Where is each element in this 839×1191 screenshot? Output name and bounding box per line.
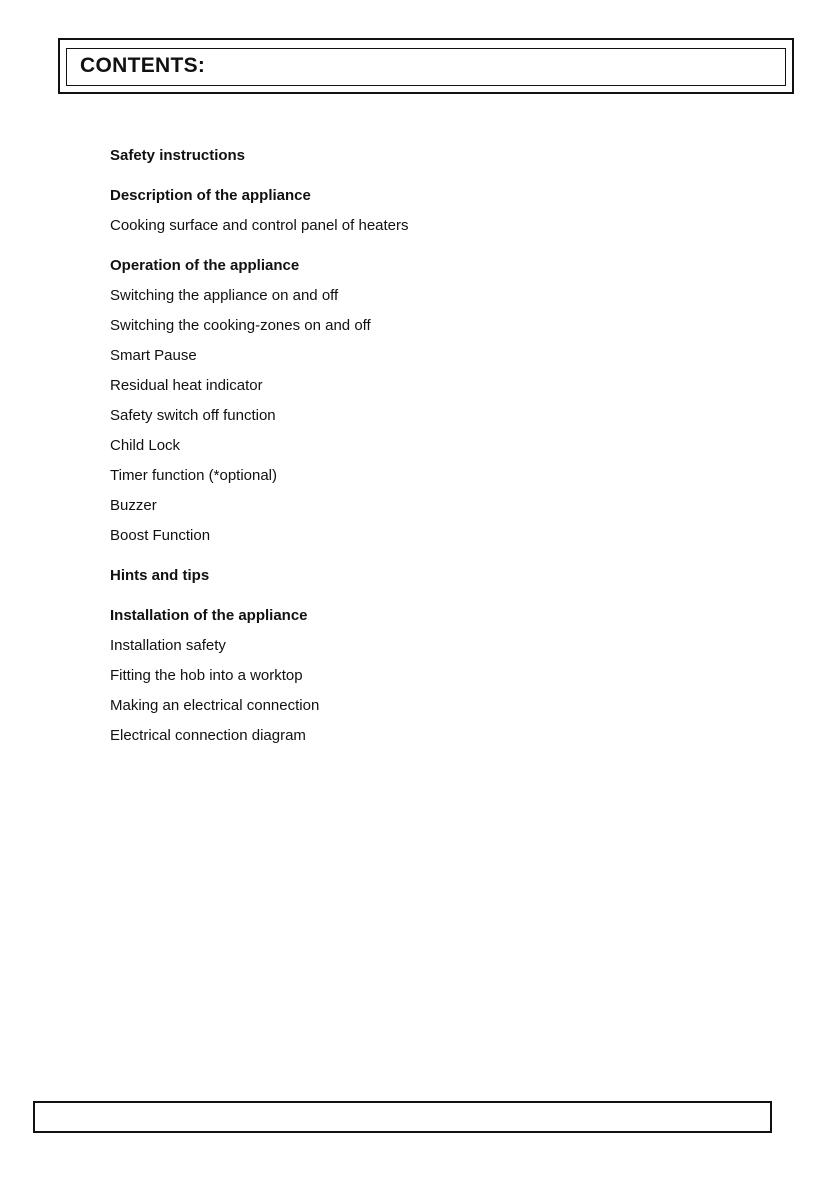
toc-heading[interactable]: Installation of the appliance — [110, 607, 308, 624]
toc-heading[interactable]: Description of the appliance — [110, 187, 311, 204]
toc-item[interactable]: Fitting the hob into a worktop — [110, 667, 303, 684]
toc-item[interactable]: Switching the appliance on and off — [110, 287, 339, 304]
toc-item[interactable]: Electrical connection diagram — [110, 727, 306, 744]
toc-section-operation — [110, 255, 710, 547]
toc-item[interactable]: Cooking surface and control panel of heaters — [110, 217, 409, 234]
toc-item[interactable]: Switching the cooking-zones on and off — [110, 317, 371, 334]
toc-item[interactable]: Child Lock — [110, 437, 181, 454]
toc-item[interactable]: Installation safety — [110, 637, 226, 654]
toc-item[interactable]: Boost Function — [110, 527, 211, 544]
toc-item[interactable]: Residual heat indicator — [110, 377, 263, 394]
toc-item[interactable]: Making an electrical connection — [110, 697, 320, 714]
toc-section-description — [110, 185, 710, 237]
toc-item[interactable]: Smart Pause — [110, 347, 197, 364]
toc-heading[interactable]: Hints and tips — [110, 567, 210, 584]
toc-section-installation — [110, 605, 710, 747]
table-of-contents — [110, 145, 710, 765]
toc-section-hints — [110, 565, 710, 587]
contents-header-frame — [58, 38, 794, 94]
contents-header-inner-frame — [66, 48, 786, 86]
toc-section-safety — [110, 145, 710, 167]
page-title: CONTENTS: — [80, 54, 206, 77]
toc-heading[interactable]: Operation of the appliance — [110, 257, 300, 274]
toc-item[interactable]: Safety switch off function — [110, 407, 276, 424]
footer-frame — [33, 1101, 772, 1133]
toc-item[interactable]: Timer function (*optional) — [110, 467, 278, 484]
toc-heading[interactable]: Safety instructions — [110, 147, 246, 164]
toc-item[interactable]: Buzzer — [110, 497, 157, 514]
